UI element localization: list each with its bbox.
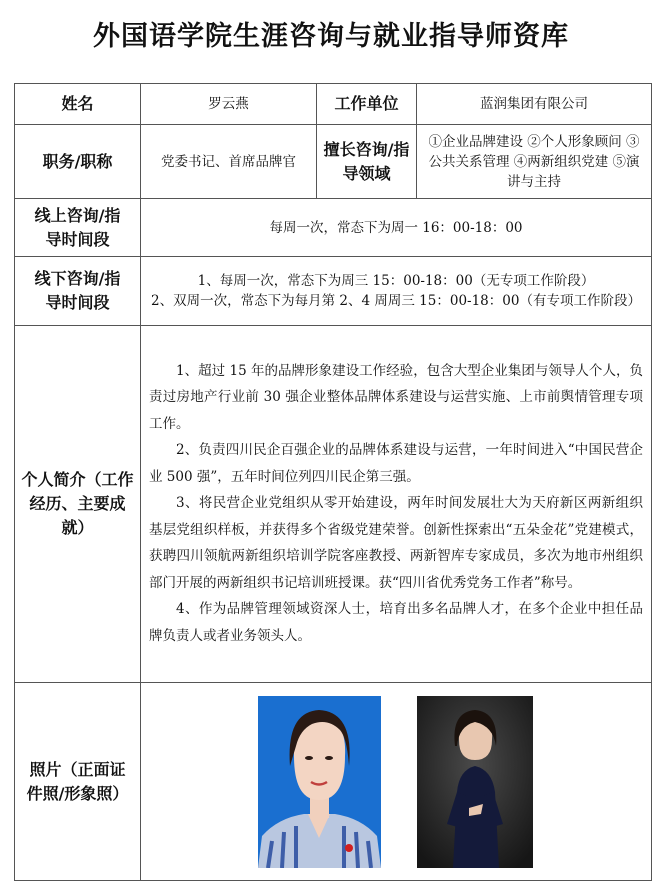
expertise-label: 擅长咨询/指导领域	[317, 125, 417, 199]
row-position	[15, 125, 652, 199]
offline-line-1: 1、每周一次，常态下为周三 15：00-18：00（无专项工作阶段）	[197, 273, 595, 289]
offline-line-2: 2、双周一次，常态下为每月第 2、4 周周三 15：00-18：00（有专项工作阶段）	[151, 293, 641, 309]
id-photo	[258, 696, 381, 868]
intro-content	[141, 326, 652, 683]
intro-paragraph: 1、超过 15 年的品牌形象建设工作经验，包含大型企业集团与领导人个人，负责过房地产行业前 30 强企业整体品牌体系建设与运营实施、上市前舆情管理专项工作。	[149, 362, 643, 432]
intro-label: 个人简介（工作经历、主要成就）	[15, 326, 141, 683]
position-label: 职务/职称	[15, 125, 141, 199]
row-photo	[15, 683, 652, 881]
name-value: 罗云燕	[141, 84, 317, 125]
unit-label: 工作单位	[317, 84, 417, 125]
portrait-photo	[417, 696, 533, 868]
position-value: 党委书记、首席品牌官	[141, 125, 317, 199]
row-online	[15, 199, 652, 257]
expertise-value: ①企业品牌建设 ②个人形象顾问 ③公共关系管理 ④两新组织党建 ⑤演讲与主持	[417, 125, 652, 199]
photo-label: 照片（正面证件照/形象照）	[15, 683, 141, 881]
offline-label: 线下咨询/指导时间段	[15, 257, 141, 326]
online-value: 每周一次，常态下为周一 16：00-18：00	[141, 199, 652, 257]
intro-paragraph: 2、负责四川民企百强企业的品牌体系建设与运营，一年时间进入“中国民营企业 500 强”，五年时间位列四川民企第三强。	[149, 442, 643, 485]
row-offline	[15, 257, 652, 326]
intro-paragraph: 3、将民营企业党组织从零开始建设，两年时间发展壮大为天府新区两新组织基层党组织样板，并获得多个省级党建荣誉。创新性探索出“五朵金花”党建模式，获聘四川领航两新组织培训学院客座教授、两新智库专家成员，多次为地市州组织部门开展的两新组织书记培训班授课。获“四川省优秀党务工作者”称号。	[149, 495, 643, 591]
unit-value: 蓝润集团有限公司	[417, 84, 652, 125]
online-label: 线上咨询/指导时间段	[15, 199, 141, 257]
page-title: 外国语学院生涯咨询与就业指导师资库	[93, 21, 569, 52]
row-name	[15, 84, 652, 125]
name-label: 姓名	[15, 84, 141, 125]
intro-paragraph: 4、作为品牌管理领域资深人士，培育出多名品牌人才，在多个企业中担任品牌负责人或者业务领头人。	[149, 601, 643, 644]
row-intro	[15, 326, 652, 683]
profile-table	[14, 83, 652, 881]
